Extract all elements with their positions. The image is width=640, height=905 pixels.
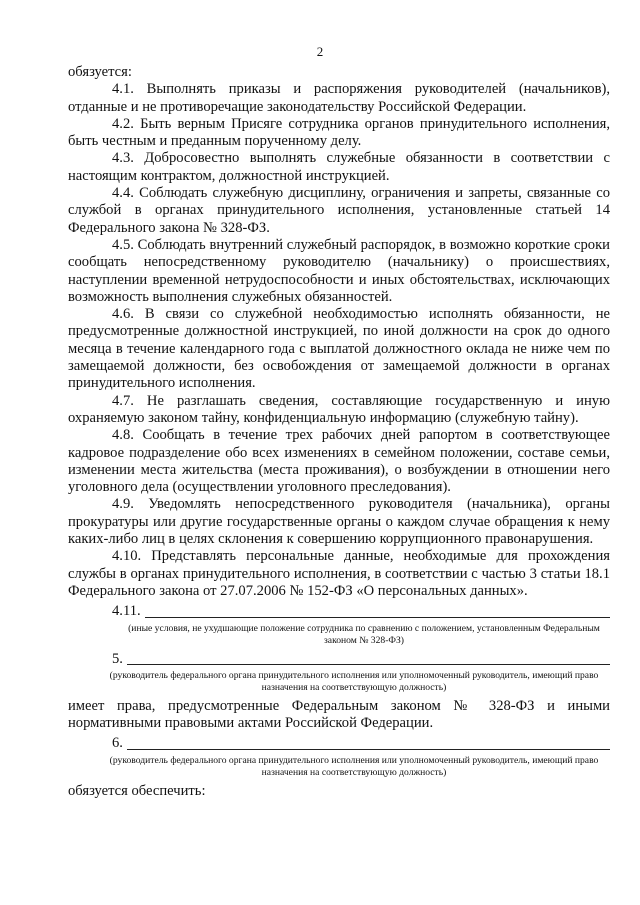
clause-5-blank [68,651,610,668]
clause-4-9: 4.9. Уведомлять непосредственного руководителя (начальника), органы прокуратуры или другие государственные органы о каждом случае обращения к нему каких-либо лиц в целях склонения к совершению коррупционного правонарушения. [68,496,610,548]
clause-6-blank [68,735,610,752]
clause-6-text: обязуется обеспечить: [68,782,206,799]
document-body [68,64,610,800]
intro-text: обязуется: [68,64,132,80]
clause-4-7: 4.7. Не разглашать сведения, составляющие государственную и иную охраняемую законом тайну, конфиденциальную информацию (служебную тайну). [68,392,610,426]
clause-6-caption: (руководитель федерального органа принудительного исполнения или уполномоченный руководитель, имеющий право назначения на соответствующую должность) [109,754,599,778]
fill-in-line [127,736,610,750]
fill-in-line [127,651,610,665]
clause-5-text: имеет права, предусмотренные Федеральным законом № 328-ФЗ и иными нормативными правовыми актами Российской Федерации. [68,697,610,732]
clause-4-8: 4.8. Сообщать в течение трех рабочих дней рапортом в соответствующее кадровое подразделение обо всех изменениях в семейном положении, составе семьи, изменении места жительства (места проживания), о возбуждении в отношении него уголовного дела (осуществлении уголовного преследования). [68,427,610,496]
clause-4-4: 4.4. Соблюдать служебную дисциплину, ограничения и запреты, связанные со службой в органах принудительного исполнения, установленные статьей 14 Федерального закона № 328-ФЗ. [68,185,610,236]
clause-4-11-number: 4.11. [112,603,141,620]
clause-6-number: 6. [112,735,123,752]
clause-4-10: 4.10. Представлять персональные данные, необходимые для прохождения службы в органах принудительного исполнения, в соответствии с частью 3 статьи 18.1 Федерального закона от 27.07.2006 № 152-ФЗ «О персональных данных». [68,548,610,599]
clause-4-11-blank [68,603,610,620]
page-number: 2 [316,44,324,59]
clause-4-11-caption: (иные условия, не ухудшающие положение сотрудника по сравнению с положением, установленным Федеральным законом № 328-ФЗ) [128,622,600,646]
clause-5-number: 5. [112,650,123,667]
clause-4-6: 4.6. В связи со служебной необходимостью исполнять обязанности, не предусмотренные должностной инструкцией, по иной должности на срок до одного месяца в течение календарного года с выплатой должностного оклада не ниже чем по замещаемой должности, без освобождения от замещаемой должности в органах принудительного исполнения. [68,306,610,392]
clause-5-caption: (руководитель федерального органа принудительного исполнения или уполномоченный руководитель, имеющий право назначения на соответствующую должность) [109,669,599,693]
clause-4-3: 4.3. Добросовестно выполнять служебные обязанности в соответствии с настоящим контрактом, должностной инструкцией. [68,150,610,184]
clause-4-2: 4.2. Быть верным Присяге сотрудника органов принудительного исполнения, быть честным и преданным порученному делу. [68,115,610,150]
clause-4-1: 4.1. Выполнять приказы и распоряжения руководителей (начальников), отданные и не противоречащие законодательству Российской Федерации. [68,81,610,115]
fill-in-line [145,604,610,618]
clause-4-5: 4.5. Соблюдать внутренний служебный распорядок, в возможно короткие сроки сообщать непосредственному руководителю (начальнику) о происшествиях, наступлении временной нетрудоспособности и иных обстоятельствах, исключающих возможность выполнения служебных обязанностей. [68,236,610,305]
